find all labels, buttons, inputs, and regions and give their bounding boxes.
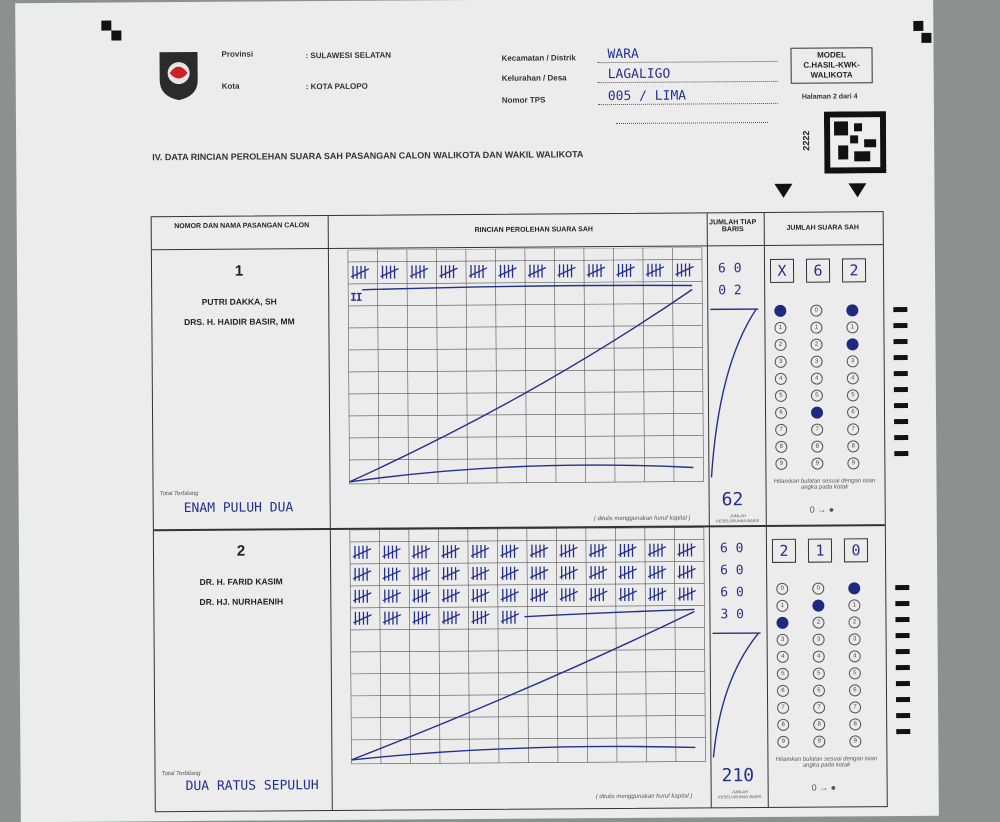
total-words: ENAM PULUH DUA <box>184 500 294 516</box>
digit-bubble[interactable]: 4 <box>849 650 861 662</box>
digit-bubble[interactable]: 3 <box>849 633 861 645</box>
digit-bubble[interactable]: 9 <box>847 457 859 469</box>
digit-bubble[interactable]: 4 <box>813 651 825 663</box>
digit-bubble[interactable]: 8 <box>775 441 787 453</box>
digit-bubble[interactable]: 0 <box>810 305 822 317</box>
header-row-total: JUMLAH TIAP BARIS <box>704 219 762 233</box>
timing-mark <box>896 681 910 686</box>
digit-bubble[interactable]: 6 <box>811 407 823 419</box>
timing-mark <box>896 633 910 638</box>
tally-mark <box>616 264 634 277</box>
digit-bubble[interactable]: 7 <box>777 702 789 714</box>
tally-mark <box>439 265 457 278</box>
tally-mark <box>678 565 696 578</box>
digit-bubble[interactable]: 1 <box>812 600 824 612</box>
tally-mark <box>618 544 636 557</box>
candidate-number: 2 <box>156 542 326 560</box>
tally-mark <box>353 612 371 625</box>
header-total: JUMLAH SUARA SAH <box>766 224 880 232</box>
tally-mark <box>351 266 369 279</box>
form-sheet <box>15 0 939 822</box>
digit-bubble[interactable]: 0 <box>848 582 860 594</box>
timing-mark <box>894 387 908 392</box>
tally-mark <box>587 264 605 277</box>
total-words-label: Total Terbilang <box>160 491 199 497</box>
digit-bubble[interactable]: 1 <box>810 322 822 334</box>
halaman-text: Halaman 2 dari 4 <box>802 93 858 100</box>
tally-mark <box>383 568 401 581</box>
tally-mark <box>471 567 489 580</box>
digit-bubble[interactable]: 2 <box>848 616 860 628</box>
digit-bubble[interactable]: 7 <box>847 423 859 435</box>
digit-bubble[interactable]: 5 <box>847 389 859 401</box>
tally-mark <box>501 589 519 602</box>
digit-bubble[interactable]: 8 <box>849 718 861 730</box>
tally-mark <box>678 587 696 600</box>
row-total-1: 6 0 <box>720 541 744 556</box>
digit-box[interactable]: 1 <box>808 539 832 563</box>
digit-bubble[interactable]: 3 <box>777 634 789 646</box>
timing-marks <box>15 0 933 3</box>
timing-mark <box>895 585 909 590</box>
tally-mark <box>382 546 400 559</box>
tally-mark <box>557 264 575 277</box>
tally-mark <box>441 545 459 558</box>
digit-bubble[interactable]: 1 <box>774 322 786 334</box>
header-candidate: NOMOR DAN NAMA PASANGAN CALON <box>172 222 312 230</box>
tally-mark <box>501 567 519 580</box>
row-total-3: 6 0 <box>720 585 744 600</box>
timing-mark <box>896 697 910 702</box>
total-words-label: Total Terbilang <box>162 771 201 777</box>
digit-bubble[interactable]: 8 <box>811 441 823 453</box>
row-total-2: 6 0 <box>720 563 744 578</box>
tally-mark <box>383 612 401 625</box>
digit-bubble[interactable]: 5 <box>813 668 825 680</box>
digit-bubble[interactable]: 7 <box>849 701 861 713</box>
tally-mark <box>353 546 371 559</box>
digit-bubble[interactable]: 3 <box>811 356 823 368</box>
row-total-strike <box>711 629 768 761</box>
tally-mark <box>471 545 489 558</box>
total-words-note: ( ditulis menggunakan huruf kapital ) <box>596 794 693 801</box>
digit-bubble[interactable]: 0 <box>776 583 788 595</box>
tps-extra-line <box>616 122 768 124</box>
tally-mark <box>560 566 578 579</box>
emblem-icon <box>155 46 201 102</box>
tally-grid-1 <box>332 247 706 486</box>
tally-mark <box>471 589 489 602</box>
tally-mark <box>589 566 607 579</box>
corner-marker-tr2 <box>921 33 931 43</box>
kota-value: : KOTA PALOPO <box>306 82 368 91</box>
candidate-name-2: DR. HJ. NURHAENIH <box>156 596 326 607</box>
tally-mark <box>528 265 546 278</box>
digit-bubble[interactable]: 3 <box>813 634 825 646</box>
digit-bubble[interactable]: 7 <box>813 702 825 714</box>
tally-mark <box>530 567 548 580</box>
digit-bubble[interactable]: 6 <box>775 407 787 419</box>
tally-mark <box>559 544 577 557</box>
timing-mark <box>894 419 908 424</box>
digit-bubble[interactable]: 9 <box>813 736 825 748</box>
digit-bubble[interactable]: 9 <box>775 458 787 470</box>
tally-mark <box>442 567 460 580</box>
results-table <box>151 211 888 812</box>
digit-bubble[interactable]: 4 <box>777 651 789 663</box>
tally-mark <box>619 588 637 601</box>
tally-mark <box>589 588 607 601</box>
digit-bubble[interactable]: 3 <box>775 356 787 368</box>
tally-mark <box>648 544 666 557</box>
digit-box[interactable]: 2 <box>842 258 866 282</box>
tally-mark <box>619 566 637 579</box>
digit-box[interactable]: 2 <box>772 539 796 563</box>
timing-mark <box>894 371 908 376</box>
timing-mark <box>896 665 910 670</box>
tally-mark <box>677 543 695 556</box>
tally-row-2: II <box>350 291 361 304</box>
digit-bubble[interactable]: 6 <box>777 685 789 697</box>
tally-mark <box>412 545 430 558</box>
kecamatan-label: Kecamatan / Distrik <box>502 53 576 63</box>
digit-bubble[interactable]: 5 <box>777 668 789 680</box>
kelurahan-label: Kelurahan / Desa <box>502 73 567 82</box>
digit-bubble[interactable]: 4 <box>775 373 787 385</box>
digit-bubble[interactable]: 7 <box>775 424 787 436</box>
model-box <box>790 47 872 84</box>
tally-mark <box>648 588 666 601</box>
digit-bubble[interactable]: 2 <box>812 617 824 629</box>
digit-bubble[interactable]: 6 <box>847 406 859 418</box>
digit-bubble[interactable]: 6 <box>813 685 825 697</box>
grand-total: 62 <box>722 489 744 510</box>
tally-mark <box>675 263 693 276</box>
tally-mark <box>471 611 489 624</box>
qr-code-icon <box>824 111 886 173</box>
provinsi-label: Provinsi <box>221 50 253 59</box>
row-total-1: 6 0 <box>718 261 742 276</box>
arrow-down-icon <box>774 184 792 198</box>
digit-box[interactable]: 0 <box>844 538 868 562</box>
digit-bubble[interactable]: 5 <box>811 390 823 402</box>
digit-bubble[interactable]: 7 <box>811 424 823 436</box>
tally-mark <box>353 590 371 603</box>
tally-mark <box>500 545 518 558</box>
grand-total: 210 <box>721 765 754 786</box>
arrow-down-icon <box>848 183 866 197</box>
tally-mark <box>646 264 664 277</box>
total-words-note: ( ditulis menggunakan huruf kapital ) <box>594 516 691 523</box>
digit-bubble[interactable]: 8 <box>847 440 859 452</box>
section-title: IV. DATA RINCIAN PEROLEHAN SUARA SAH PASANGAN CALON WALIKOTA DAN WAKIL WALIKOTA <box>152 149 583 162</box>
timing-mark <box>895 617 909 622</box>
model-line3: WALIKOTA <box>792 70 872 81</box>
digit-bubble[interactable]: 1 <box>846 321 858 333</box>
tally-mark <box>380 266 398 279</box>
total-words: DUA RATUS SEPULUH <box>186 778 319 794</box>
digit-bubble[interactable]: 5 <box>775 390 787 402</box>
digit-bubble[interactable]: 0 <box>774 305 786 317</box>
timing-mark <box>895 601 909 606</box>
timing-mark <box>894 355 908 360</box>
kota-label: Kota <box>222 82 240 91</box>
tally-mark <box>498 265 516 278</box>
tally-mark <box>530 589 548 602</box>
kecamatan-value: WARA <box>597 46 777 63</box>
timing-mark <box>893 307 907 312</box>
timing-mark <box>894 403 908 408</box>
tally-mark <box>383 590 401 603</box>
provinsi-value: : SULAWESI SELATAN <box>305 51 391 61</box>
digit-box[interactable]: X <box>770 259 794 283</box>
tally-mark <box>469 265 487 278</box>
side-code: 2222 <box>801 131 811 151</box>
digit-bubble[interactable]: 8 <box>813 719 825 731</box>
timing-mark <box>894 435 908 440</box>
tally-mark <box>412 589 430 602</box>
tally-grid-2 <box>334 527 708 766</box>
row-total-2: 0 2 <box>718 283 742 298</box>
row-total-4: 3 0 <box>720 607 744 622</box>
timing-mark <box>893 323 907 328</box>
kelurahan-value: LAGALIGO <box>598 66 778 83</box>
corner-marker-tr <box>913 21 923 31</box>
digit-bubble[interactable]: 9 <box>777 736 789 748</box>
tally-mark <box>353 568 371 581</box>
tally-mark <box>410 265 428 278</box>
digit-bubble[interactable]: 1 <box>776 600 788 612</box>
tally-mark <box>442 589 460 602</box>
digit-bubble[interactable]: 0 <box>812 583 824 595</box>
tally-mark <box>412 611 430 624</box>
digit-bubble[interactable]: 9 <box>849 735 861 747</box>
tally-mark <box>560 588 578 601</box>
bubble-hint: Hitamkan bulatan sesuai dengan isian angka pada kotak <box>767 478 881 491</box>
bubble-legend: 0 → ● <box>812 783 837 793</box>
model-line2: C.HASIL-KWK- <box>792 60 872 71</box>
tps-label: Nomor TPS <box>502 96 546 105</box>
candidate-number: 1 <box>154 262 324 280</box>
timing-mark <box>896 729 910 734</box>
candidate-name-1: PUTRI DAKKA, SH <box>154 296 324 307</box>
corner-marker-tl <box>101 21 111 31</box>
tally-mark <box>648 566 666 579</box>
bubble-legend: 0 → ● <box>810 505 835 515</box>
model-line1: MODEL <box>792 50 872 61</box>
digit-box[interactable]: 6 <box>806 259 830 283</box>
candidate-name-2: DRS. H. HAIDIR BASIR, MM <box>154 316 324 327</box>
timing-mark <box>896 649 910 654</box>
digit-bubble[interactable]: 6 <box>849 684 861 696</box>
digit-bubble[interactable]: 9 <box>811 458 823 470</box>
timing-mark <box>894 451 908 456</box>
digit-bubble[interactable]: 8 <box>777 719 789 731</box>
digit-bubble[interactable]: 2 <box>776 617 788 629</box>
tally-mark <box>589 544 607 557</box>
tally-mark <box>412 567 430 580</box>
row-total-strike <box>708 305 765 481</box>
timing-mark <box>894 339 908 344</box>
digit-bubble[interactable]: 0 <box>846 304 858 316</box>
bubble-grid-2 <box>774 582 885 753</box>
bubble-grid-1 <box>772 304 883 475</box>
candidate-name-1: DR. H. FARID KASIM <box>156 576 326 587</box>
tally-mark <box>530 545 548 558</box>
digit-bubble[interactable]: 3 <box>847 355 859 367</box>
timing-mark <box>896 713 910 718</box>
corner-marker-tl2 <box>111 30 121 40</box>
digit-bubble[interactable]: 2 <box>811 339 823 351</box>
digit-bubble[interactable]: 1 <box>848 599 860 611</box>
digit-bubble[interactable]: 2 <box>775 339 787 351</box>
tally-mark <box>501 611 519 624</box>
digit-bubble[interactable]: 4 <box>847 372 859 384</box>
bubble-hint: Hitamkan bulatan sesuai dengan isian angka pada kotak <box>769 756 883 769</box>
digit-bubble[interactable]: 2 <box>847 338 859 350</box>
tally-mark <box>442 611 460 624</box>
grand-total-note: JUMLAH KESELURUHAN BARIS <box>718 789 762 799</box>
header-detail: RINCIAN PEROLEHAN SUARA SAH <box>348 225 720 235</box>
grand-total-note: JUMLAH KESELURUHAN BARIS <box>716 513 760 523</box>
digit-bubble[interactable]: 4 <box>811 373 823 385</box>
digit-bubble[interactable]: 5 <box>849 667 861 679</box>
tps-value: 005 / LIMA <box>598 88 778 105</box>
